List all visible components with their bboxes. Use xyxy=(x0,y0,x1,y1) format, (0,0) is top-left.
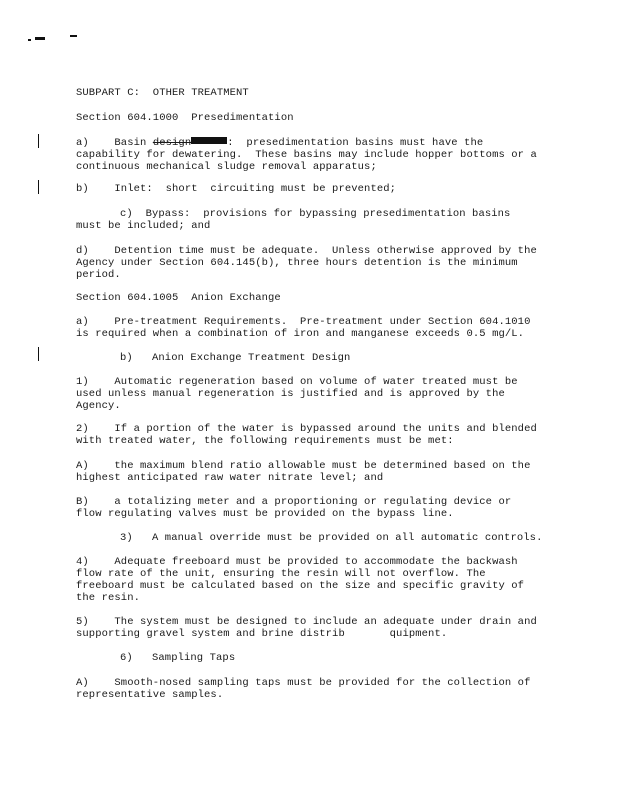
paragraph-line: B) a totalizing meter and a proportioning or regulating device or xyxy=(76,496,512,508)
scan-artifact xyxy=(70,35,77,37)
redaction-block xyxy=(191,137,227,144)
scan-artifact xyxy=(35,37,45,40)
revision-bar xyxy=(38,180,39,194)
subsection-heading: 6) Sampling Taps xyxy=(120,652,236,664)
paragraph-line: 3) A manual override must be provided on all automatic controls. xyxy=(120,532,543,544)
text-run: : presedimentation basins must have the xyxy=(227,137,484,149)
paragraph-line xyxy=(76,137,483,149)
scan-artifact xyxy=(28,39,31,41)
paragraph-line: flow rate of the unit, ensuring the resin will not overflow. The xyxy=(76,568,486,580)
paragraph-line: capability for dewatering. These basins may include hopper bottoms or a xyxy=(76,149,537,161)
paragraph-line: b) Inlet: short circuiting must be prevented; xyxy=(76,183,397,195)
paragraph-line: A) the maximum blend ratio allowable must be determined based on the xyxy=(76,460,531,472)
paragraph-line: freeboard must be calculated based on the size and specific gravity of xyxy=(76,580,525,592)
paragraph-line: highest anticipated raw water nitrate level; and xyxy=(76,472,384,484)
struck-text: design xyxy=(152,137,192,149)
subpart-heading: SUBPART C: OTHER TREATMENT xyxy=(76,87,249,99)
paragraph-line: 1) Automatic regeneration based on volume of water treated must be xyxy=(76,376,518,388)
paragraph-line: a) Pre-treatment Requirements. Pre-treatment under Section 604.1010 xyxy=(76,316,531,328)
section-heading: Section 604.1005 Anion Exchange xyxy=(76,292,281,304)
paragraph-line: period. xyxy=(76,269,121,281)
paragraph-line: 4) Adequate freeboard must be provided to accommodate the backwash xyxy=(76,556,518,568)
paragraph-line: 2) If a portion of the water is bypassed around the units and blended xyxy=(76,423,537,435)
paragraph-line: 5) The system must be designed to include an adequate under drain and xyxy=(76,616,537,628)
paragraph-line: the resin. xyxy=(76,592,141,604)
paragraph-line: continuous mechanical sludge removal apparatus; xyxy=(76,161,377,173)
paragraph-line: used unless manual regeneration is justified and is approved by the xyxy=(76,388,505,400)
paragraph-line: must be included; and xyxy=(76,220,211,232)
paragraph-line: Agency under Section 604.145(b), three hours detention is the minimum xyxy=(76,257,518,269)
paragraph-line: is required when a combination of iron and manganese exceeds 0.5 mg/L. xyxy=(76,328,525,340)
paragraph-line: c) Bypass: provisions for bypassing presedimentation basins xyxy=(120,208,511,220)
paragraph-line: A) Smooth-nosed sampling taps must be provided for the collection of xyxy=(76,677,531,689)
paragraph-line: Agency. xyxy=(76,400,121,412)
revision-bar xyxy=(38,347,39,361)
paragraph-line: representative samples. xyxy=(76,689,224,701)
paragraph-line: supporting gravel system and brine distrib quipment. xyxy=(76,628,448,640)
revision-bar xyxy=(38,134,39,148)
section-heading: Section 604.1000 Presedimentation xyxy=(76,112,294,124)
text-run: a) Basin xyxy=(76,137,153,149)
paragraph-line: flow regulating valves must be provided on the bypass line. xyxy=(76,508,454,520)
paragraph-line: with treated water, the following requirements must be met: xyxy=(76,435,454,447)
subsection-heading: b) Anion Exchange Treatment Design xyxy=(120,352,351,364)
paragraph-line: d) Detention time must be adequate. Unless otherwise approved by the xyxy=(76,245,537,257)
